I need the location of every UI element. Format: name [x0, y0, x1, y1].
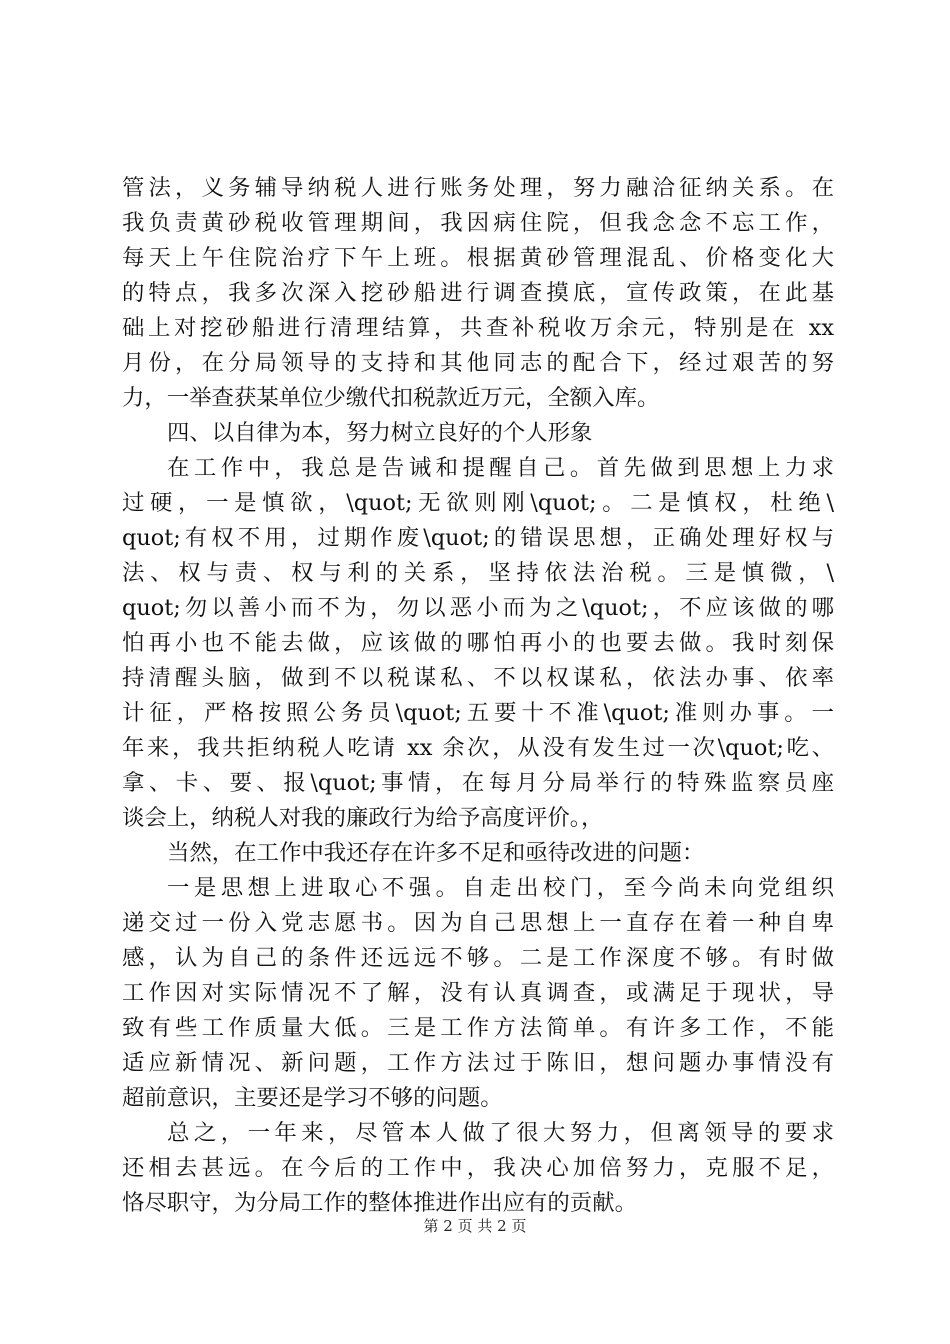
text-line: 法、权与责、权与利的关系，坚持依法治税。三是慎微，\ [122, 560, 834, 586]
text-line: 四、以自律为本，努力树立良好的个人形象 [167, 420, 593, 446]
document-body [122, 171, 834, 1221]
text-line: 怕再小也不能去做，应该做的哪怕再小的也要去做。我时刻保 [122, 630, 834, 656]
text-line: 计征，严格按照公务员\quot;五要十不准\quot;准则办事。一 [122, 700, 834, 726]
text-line: 还相去甚远。在今后的工作中，我决心加倍努力，克服不足， [122, 1155, 834, 1181]
text-line: 础上对挖砂船进行清理结算，共查补税收万余元，特别是在 xx [122, 315, 834, 341]
text-line: 递交过一份入党志愿书。因为自己思想上一直存在着一种自卑 [122, 910, 834, 936]
text-line: 每天上午住院治疗下午上班。根据黄砂管理混乱、价格变化大 [122, 245, 834, 271]
text-line: 致有些工作质量大低。三是工作方法简单。有许多工作，不能 [122, 1015, 834, 1041]
text-line: 我负责黄砂税收管理期间，我因病住院，但我念念不忘工作， [122, 210, 834, 236]
text-line: 适应新情况、新问题，工作方法过于陈旧，想问题办事情没有 [122, 1050, 834, 1076]
text-line: 月份，在分局领导的支持和其他同志的配合下，经过艰苦的努 [122, 350, 834, 376]
text-line: 总之，一年来，尽管本人做了很大努力，但离领导的要求 [167, 1120, 834, 1146]
text-line: 恪尽职守，为分局工作的整体推进作出应有的贡献。 [122, 1190, 637, 1216]
text-line: 感，认为自己的条件还远远不够。二是工作深度不够。有时做 [122, 945, 834, 971]
text-line: 在工作中，我总是告诫和提醒自己。首先做到思想上力求 [167, 455, 834, 481]
text-line: quot;勿以善小而不为，勿以恶小而为之\quot;，不应该做的哪 [122, 595, 834, 621]
text-line: 超前意识，主要还是学习不够的问题。 [122, 1085, 503, 1111]
text-line: quot;有权不用，过期作废\quot;的错误思想，正确处理好权与 [122, 525, 834, 551]
text-line: 持清醒头脑，做到不以税谋私、不以权谋私，依法办事、依率 [122, 665, 834, 691]
text-line: 过硬，一是慎欲，\quot;无欲则刚\quot;。二是慎权，杜绝\ [122, 490, 834, 516]
text-line: 年来，我共拒纳税人吃请 xx 余次，从没有发生过一次\quot;吃、 [122, 735, 834, 761]
text-line: 当然，在工作中我还存在许多不足和亟待改进的问题： [167, 840, 705, 866]
text-line: 的特点，我多次深入挖砂船进行调查摸底，宣传政策，在此基 [122, 280, 834, 306]
text-line: 谈会上，纳税人对我的廉政行为给予高度评价。， [122, 805, 604, 831]
text-line: 一是思想上进取心不强。自走出校门，至今尚未向党组织 [167, 875, 834, 901]
text-line: 拿、卡、要、报\quot;事情，在每月分局举行的特殊监察员座 [122, 770, 834, 796]
text-line: 力，一举查获某单位少缴代扣税款近万元，全额入库。 [122, 385, 660, 411]
page-footer: 第 2 页 共 2 页 [423, 1217, 527, 1235]
text-line: 管法，义务辅导纳税人进行账务处理，努力融洽征纳关系。在 [122, 175, 834, 201]
text-line: 工作因对实际情况不了解，没有认真调查，或满足于现状，导 [122, 980, 834, 1006]
